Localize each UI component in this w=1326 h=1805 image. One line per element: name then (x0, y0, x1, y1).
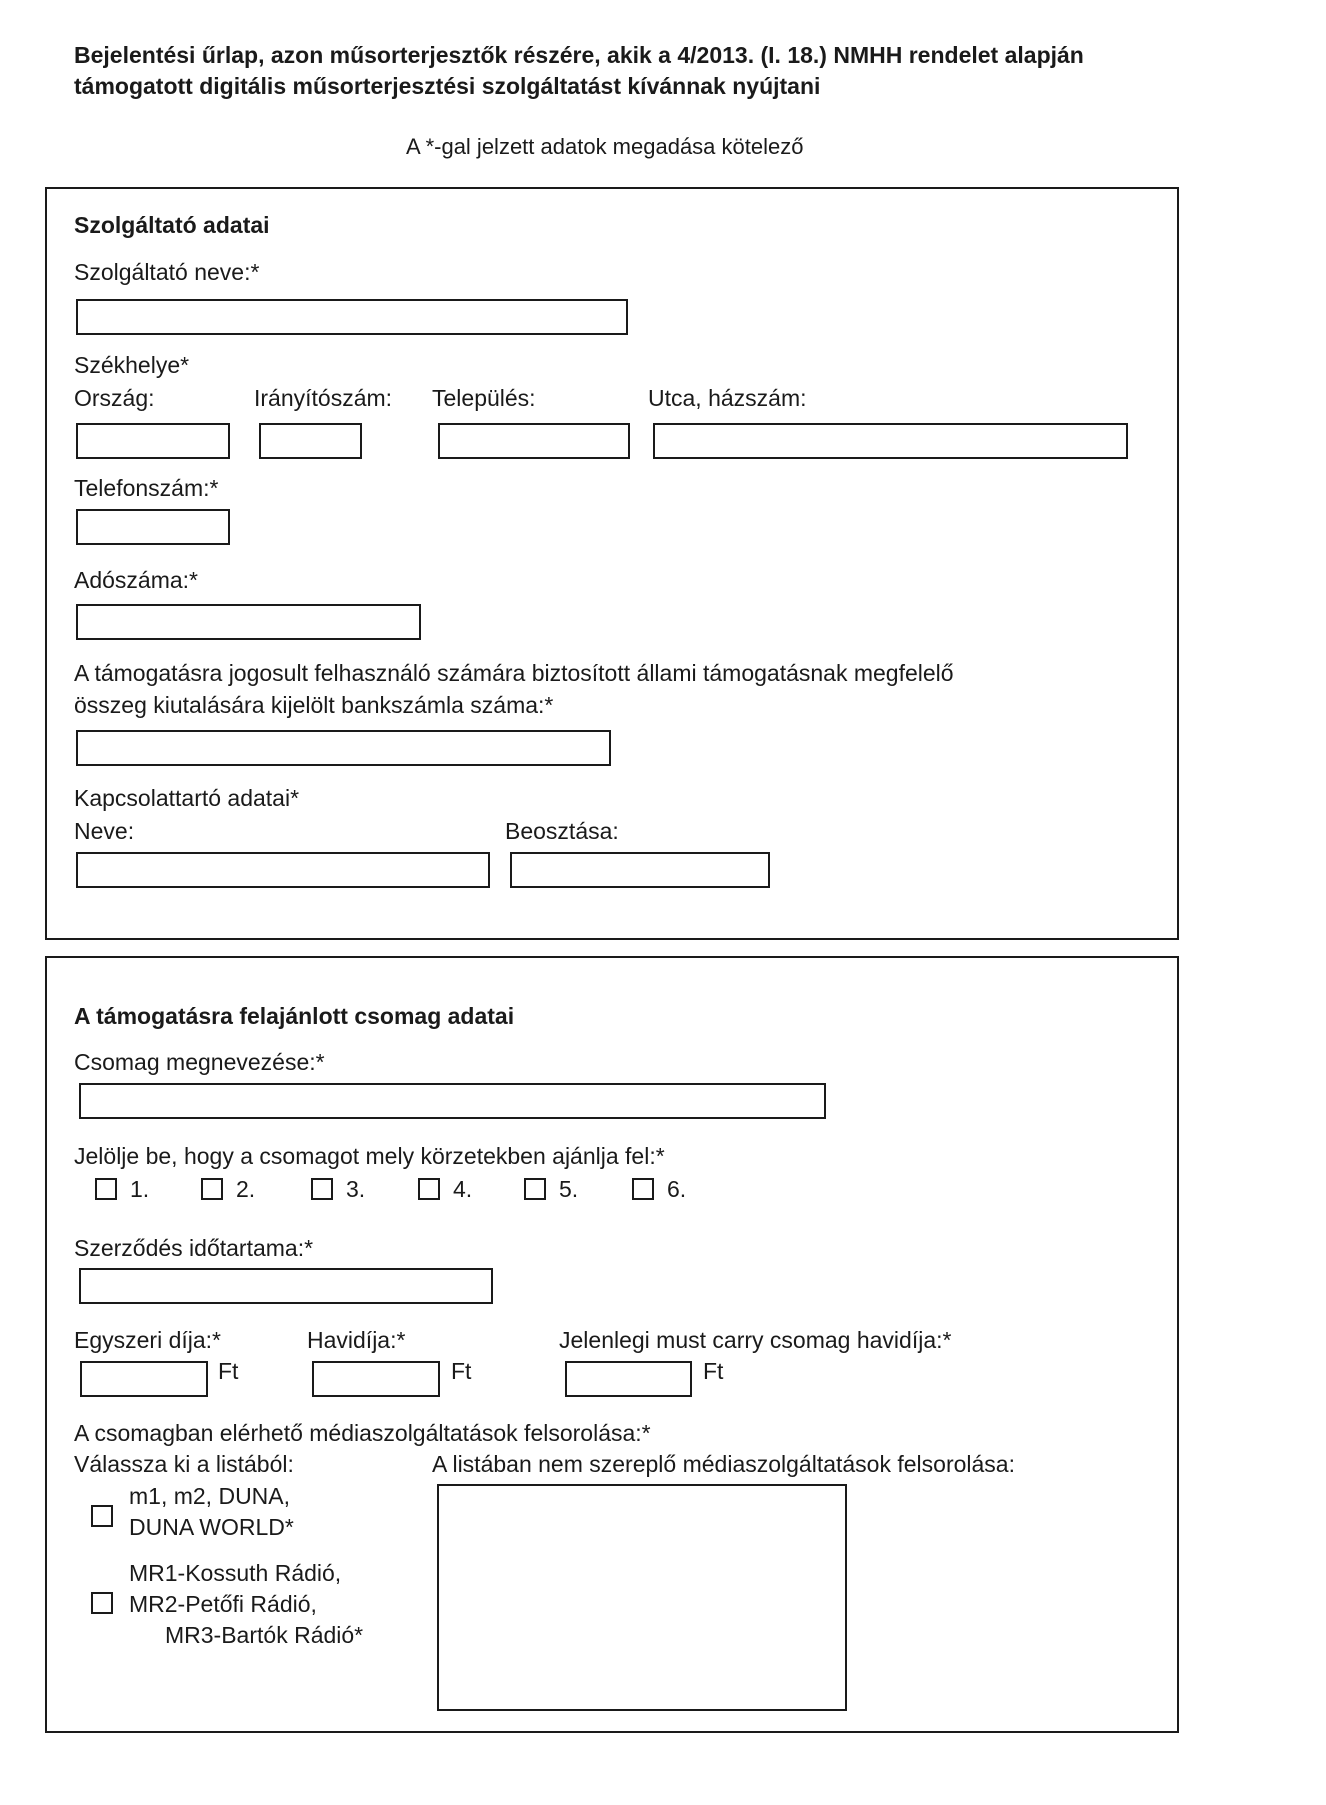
bank-account-input[interactable] (76, 730, 611, 766)
contact-position-label: Beosztása: (505, 818, 619, 844)
tax-number-label: Adószáma:* (74, 567, 199, 593)
required-note: A *-gal jelzett adatok megadása kötelező (406, 134, 804, 159)
contact-name-input[interactable] (76, 852, 490, 888)
other-services-label: A listában nem szereplő médiaszolgáltatások felsorolása: (432, 1451, 1015, 1477)
region-2-label: 2. (236, 1176, 256, 1202)
region-4-label: 4. (453, 1176, 473, 1202)
provider-name-label: Szolgáltató neve:* (74, 259, 260, 285)
phone-input[interactable] (76, 509, 230, 545)
tv-services-checkbox[interactable] (91, 1505, 113, 1527)
radio-services-line1: MR1-Kossuth Rádió, (129, 1560, 342, 1586)
contact-label: Kapcsolattartó adatai* (74, 785, 300, 811)
provider-section-heading: Szolgáltató adatai (74, 212, 270, 238)
onetime-fee-input[interactable] (80, 1361, 208, 1397)
country-label: Ország: (74, 385, 155, 411)
postcode-input[interactable] (259, 423, 362, 459)
region-6-checkbox[interactable] (632, 1178, 654, 1200)
radio-services-option (129, 1558, 363, 1651)
radio-services-checkbox[interactable] (91, 1592, 113, 1614)
contact-name-label: Neve: (74, 818, 135, 844)
tv-services-line1: m1, m2, DUNA, (129, 1483, 291, 1509)
region-4-checkbox[interactable] (418, 1178, 440, 1200)
mustcarry-fee-input[interactable] (565, 1361, 692, 1397)
region-3-label: 3. (346, 1176, 366, 1202)
tv-services-line2: DUNA WORLD* (129, 1514, 294, 1540)
region-5-label: 5. (559, 1176, 579, 1202)
region-5-checkbox[interactable] (524, 1178, 546, 1200)
bank-account-label-line2: összeg kiutalására kijelölt bankszámla száma:* (74, 692, 554, 718)
region-1-checkbox[interactable] (95, 1178, 117, 1200)
street-label: Utca, házszám: (648, 385, 807, 411)
other-services-textarea[interactable] (437, 1484, 847, 1711)
country-input[interactable] (76, 423, 230, 459)
package-name-label: Csomag megnevezése:* (74, 1049, 325, 1075)
region-2-checkbox[interactable] (201, 1178, 223, 1200)
package-section-heading: A támogatásra felajánlott csomag adatai (74, 1003, 515, 1029)
city-input[interactable] (438, 423, 630, 459)
postcode-label: Irányítószám: (254, 385, 393, 411)
tax-number-input[interactable] (76, 604, 421, 640)
form-title-line2: támogatott digitális műsorterjesztési szolgáltatást kívánnak nyújtani (74, 73, 821, 99)
contact-position-input[interactable] (510, 852, 770, 888)
city-label: Település: (432, 385, 536, 411)
phone-label: Telefonszám:* (74, 475, 219, 501)
radio-services-line3: MR3-Bartók Rádió* (165, 1622, 364, 1648)
mustcarry-fee-label: Jelenlegi must carry csomag havidíja:* (559, 1327, 952, 1353)
monthly-fee-currency: Ft (451, 1358, 472, 1384)
choose-from-list-label: Válassza ki a listából: (74, 1451, 294, 1477)
street-input[interactable] (653, 423, 1128, 459)
provider-name-input[interactable] (76, 299, 628, 335)
regions-label: Jelölje be, hogy a csomagot mely körzetekben ajánlja fel:* (74, 1143, 665, 1169)
monthly-fee-input[interactable] (312, 1361, 440, 1397)
form-title-line1: Bejelentési űrlap, azon műsorterjesztők részére, akik a 4/2013. (I. 18.) NMHH rendelet alapján (74, 42, 1084, 68)
tv-services-option (129, 1481, 294, 1543)
seat-label: Székhelye* (74, 352, 190, 378)
region-6-label: 6. (667, 1176, 687, 1202)
radio-services-line2: MR2-Petőfi Rádió, (129, 1591, 317, 1617)
bank-account-label-line1: A támogatásra jogosult felhasználó számára biztosított állami támogatásnak megfelelő (74, 660, 954, 686)
mustcarry-fee-currency: Ft (703, 1358, 724, 1384)
region-1-label: 1. (130, 1176, 150, 1202)
duration-input[interactable] (79, 1268, 493, 1304)
services-label: A csomagban elérhető médiaszolgáltatások felsorolása:* (74, 1420, 651, 1446)
onetime-fee-label: Egyszeri díja:* (74, 1327, 222, 1353)
region-3-checkbox[interactable] (311, 1178, 333, 1200)
monthly-fee-label: Havidíja:* (307, 1327, 406, 1353)
package-name-input[interactable] (79, 1083, 826, 1119)
onetime-fee-currency: Ft (218, 1358, 239, 1384)
duration-label: Szerződés időtartama:* (74, 1235, 314, 1261)
